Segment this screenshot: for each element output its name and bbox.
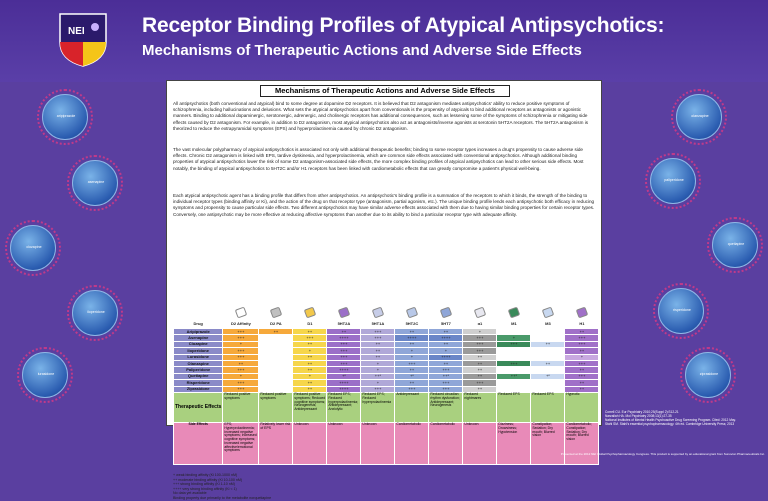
affinity-cell: +++ (463, 335, 497, 341)
drug-name: Risperidone (174, 380, 223, 386)
therapeutic-effect-cell: Reduced EPS; Reduced hyperprolactinemia (361, 392, 395, 422)
affinity-cell: ++ (531, 360, 565, 366)
affinity-cell: ++ (293, 386, 327, 392)
therapeutic-effects-label: Therapeutic Effects (174, 392, 223, 422)
affinity-cell: + (223, 373, 259, 379)
side-effect-cell: Relatively lower risk of EPS (259, 422, 293, 464)
therapeutic-effect-cell: Reduced circadian rhythm dysfunction; Antidepressant; Neurogenesis (429, 392, 463, 422)
therapeutic-effect-cell: Reduced EPS; Reduced hyperprolactinemia; Antidepressant; Anxiolytic (327, 392, 361, 422)
drug-name: Olanzapine (174, 360, 223, 366)
side-effect-cell: EPS; Hyperprolactinemia; Increased negative symptoms; Increased cognitive symptoms; Increased negative affective/emotional symptoms (223, 422, 259, 464)
therapeutic-effect-cell: Reduced positive symptoms (223, 392, 259, 422)
affinity-cell: ++ (395, 329, 429, 335)
affinity-cell: ++ (223, 360, 259, 366)
therapeutic-effect-cell: Antidepressant (395, 392, 429, 422)
legend-item: No data yet available (173, 491, 207, 496)
reference-item: Stahl SM. Stahl's essential psychopharmacology. 4th ed. Cambridge University Press; 2013 (605, 422, 735, 426)
receptor-glyph-cell (259, 307, 293, 321)
affinity-cell: ++ (293, 360, 327, 366)
nei-shield-logo (58, 12, 108, 68)
column-header: D2 Affinity (223, 321, 259, 329)
poster-title: Receptor Binding Profiles of Atypical Antipsychotics: (142, 14, 665, 37)
affinity-cell: ++ (293, 380, 327, 386)
affinity-cell: ++ (293, 329, 327, 335)
affinity-cell: +++ (223, 348, 259, 354)
receptor-glyph-icon (542, 307, 554, 319)
drug-name: Asenapine (174, 335, 223, 341)
column-header: D1 (293, 321, 327, 329)
affinity-cell: + (565, 354, 599, 360)
side-effect-cell: Cardiometabolic; Constipation; Sedation; Dry mouth; Blurred vision (565, 422, 599, 464)
affinity-cell: +* (395, 373, 429, 379)
affinity-cell: ++++ (327, 380, 361, 386)
affinity-cell: ++ (429, 341, 463, 347)
affinity-cell: +++ (327, 348, 361, 354)
side-effect-cell: Unknown (361, 422, 395, 464)
affinity-cell: +++ (327, 341, 361, 347)
reference-item: National Institutes of Mental Health Psychoactive Drug Screening Program. Cited: 2012 May. (605, 418, 736, 422)
affinity-cell: + (463, 329, 497, 335)
legend-item: Binding property due primarily to the metabolite norquetiapine (173, 495, 272, 500)
polypharmacy-paragraph: The vast molecular polypharmacy of atypical antipsychotics is associated not only with additional therapeutic benefits; binding to some receptor types increases a drug's propensity to cause adverse side effects. Chronic D2 antagonism is linked with EPS, tardive dyskinesia, and hyperprolactinemia, which are common side effects associated with conventional antipsychotics. Although additional binding properties of atypical antipsychotics lower the risk of some D2 antagonism-associated side effects, the more complex binding profiles of atypical antipsychotics can lead to other serious side effects. Most notably, the binding of atypical antipsychotics to 5HT2C and/or H1 receptors has been linked with cardiometabolic effects that can greatly compromise a patient's physical well-being. (173, 147, 584, 171)
side-effect-cell: Unknown (327, 422, 361, 464)
affinity-cell: +++ (565, 341, 599, 347)
receptor-glyph-icon (338, 307, 350, 319)
affinity-cell: + (361, 367, 395, 373)
column-header: 5HT7 (429, 321, 463, 329)
affinity-cell: +++ (565, 335, 599, 341)
column-header: H1 (565, 321, 599, 329)
receptor-quetiapine: quetiapine (712, 222, 758, 268)
affinity-cell: +++ (223, 380, 259, 386)
receptor-asenapine: asenapine (72, 160, 118, 206)
drug-name: Paliperidone (174, 367, 223, 373)
affinity-cell: +++ (223, 386, 259, 392)
receptor-glyph-cell (565, 307, 599, 321)
receptor-glyph-cell (361, 307, 395, 321)
drug-name: Iloperidone (174, 348, 223, 354)
receptor-glyph-icon (270, 307, 282, 319)
legend-item: ++ moderate binding affinity (Ki 10-100 nM) (173, 477, 243, 482)
receptor-paliperidone: paliperidone (650, 158, 696, 204)
legend-item: +++ strong binding affinity (Ki 1-10 nM) (173, 482, 235, 487)
affinity-cell: ++ (565, 329, 599, 335)
column-header: 5HT2C (395, 321, 429, 329)
receptor-glyph-icon (304, 307, 316, 319)
affinity-cell: +++ (429, 367, 463, 373)
affinity-cell: + (293, 348, 327, 354)
affinity-cell: +++ (497, 341, 531, 347)
affinity-cell: ++ (565, 386, 599, 392)
reference-item: Nasrallah HA. Mol Psychiatry 2008;13(1):27-35 (605, 414, 672, 418)
side-effect-cell: Dizziness; Drowsiness; Hypotension (497, 422, 531, 464)
legend-item: ++++ very strong binding affinity (Ki < 1) (173, 486, 237, 491)
affinity-cell: +++ (395, 360, 429, 366)
side-effect-cell: Unknown (293, 422, 327, 464)
drug-name: Lurasidone (174, 354, 223, 360)
affinity-cell: ++ (293, 341, 327, 347)
affinity-cell: ++++ (327, 386, 361, 392)
affinity-cell: + (395, 348, 429, 354)
column-header: 5HT2A (327, 321, 361, 329)
affinity-cell: +++ (361, 386, 395, 392)
receptor-risperidone: risperidone (658, 288, 704, 334)
side-effect-cell: Constipation; Sedation; Dry mouth; Blurred vision (531, 422, 565, 464)
receptor-glyph-cell (293, 307, 327, 321)
affinity-cell: +++ (395, 386, 429, 392)
reference-item: Correll CU. Eur Psychiatry 2010;25(Suppl 2):S12-21 (605, 410, 679, 414)
affinity-cell: ++ (395, 341, 429, 347)
affinity-legend (173, 473, 271, 501)
footer-note: Presented at the 2012 NEI Global Psychopharmacology Congress. This product is supported by an educational grant from Sunovion Pharmaceuticals Inc. (560, 452, 765, 456)
receptor-olanzapine: olanzapine (676, 94, 722, 140)
side-effect-cell: Cardiometabolic (429, 422, 463, 464)
logo-text: NEI (68, 26, 85, 37)
receptor-glyph-cell (223, 307, 259, 321)
affinity-cell: +++ (463, 380, 497, 386)
receptor-glyph-icon (508, 307, 520, 319)
affinity-cell: ++ (565, 380, 599, 386)
affinity-cell: ++ (259, 329, 293, 335)
drug-name: Aripiprazole (174, 329, 223, 335)
affinity-cell: ++++ (429, 354, 463, 360)
affinity-cell: ++ (395, 367, 429, 373)
affinity-cell: + (293, 373, 327, 379)
poster-subtitle: Mechanisms of Therapeutic Actions and Adverse Side Effects (142, 42, 582, 59)
therapeutic-effect-cell: Reduced EPS (497, 392, 531, 422)
receptor-glyph-cell (463, 307, 497, 321)
affinity-cell: ++ (565, 367, 599, 373)
poster-header (0, 0, 768, 82)
receptor-glyph-cell (429, 307, 463, 321)
affinity-cell: +* (327, 373, 361, 379)
affinity-cell: ++ (293, 367, 327, 373)
affinity-cell: +++ (223, 354, 259, 360)
affinity-cell: +++ (361, 335, 395, 341)
column-header: α1 (463, 321, 497, 329)
therapeutic-effect-cell: Reduced EPS (531, 392, 565, 422)
receptor-glyph-icon (576, 307, 588, 319)
therapeutic-effect-cell: Hypnotic (565, 392, 599, 422)
affinity-cell: ++++ (429, 335, 463, 341)
receptor-glyph-icon (406, 307, 418, 319)
affinity-cell: ++ (565, 348, 599, 354)
column-header: D2 PA (259, 321, 293, 329)
affinity-cell: +++ (223, 367, 259, 373)
affinity-cell: +++ (429, 386, 463, 392)
affinity-cell: +++ (463, 341, 497, 347)
receptor-glyph-cell (531, 307, 565, 321)
affinity-cell: ++ (463, 373, 497, 379)
column-header: M1 (497, 321, 531, 329)
affinity-cell: + (429, 348, 463, 354)
affinity-cell: ++ (327, 329, 361, 335)
affinity-cell: + (497, 335, 531, 341)
receptor-glyph-icon (372, 307, 384, 319)
receptor-glyph-cell (497, 307, 531, 321)
affinity-cell: ++* (361, 373, 395, 379)
affinity-cell: +++ (223, 329, 259, 335)
affinity-cell: ++ (463, 367, 497, 373)
column-header-drug: Drug (174, 321, 223, 329)
affinity-cell: ++ (361, 348, 395, 354)
affinity-cell: ++++ (395, 335, 429, 341)
side-effects-label: Side Effects (174, 422, 223, 464)
content-panel (166, 80, 602, 500)
drug-name: Ziprasidone (174, 386, 223, 392)
affinity-cell: +++ (327, 354, 361, 360)
affinity-cell: +++ (565, 373, 599, 379)
affinity-cell: ++ (463, 360, 497, 366)
affinity-cell: +++ (429, 380, 463, 386)
affinity-cell: + (223, 341, 259, 347)
affinity-cell: ++* (497, 373, 531, 379)
affinity-cell: +++ (293, 335, 327, 341)
receptor-ziprasidone: ziprasidone (685, 352, 731, 398)
affinity-cell: +++ (327, 360, 361, 366)
receptor-clozapine: clozapine (10, 225, 56, 271)
affinity-cell: ++ (463, 386, 497, 392)
affinity-cell: ++++ (327, 335, 361, 341)
therapeutic-effect-cell: Reduced positive symptoms (259, 392, 293, 422)
drug-name: Clozapine (174, 341, 223, 347)
intro-paragraph: All antipsychotics (both conventional and atypical) bind to some degree at dopamine D2 receptors. It is believed that D2 antagonism mediates antipsychotics' ability to reduce positive symptoms of schizophrenia, including hallucinations and delusions. What sets the atypical antipsychotics apart from conventionals is the propensity of atypicals to bind additional receptors as antagonists or agonistic manners. Binding to additional dopaminergic, serotonergic, adrenergic, and cholinergic receptors has additional consequences, such as lessening some of the symptoms of schizophrenia or mitigating side effects caused by D2 antagonism. For example, in addition to D2 antagonism, most atypical antipsychotics also act as antagonists/inverse agonists at serotonin 5HT2A receptors. The 5HT2A antagonism is theorized to reduce the extrapyramidal symptoms (EPS) and hyperprolactinemia caused by chronic D2 antagonism. (173, 101, 589, 131)
column-header: 5HT1A (361, 321, 395, 329)
affinity-cell: ++ (463, 354, 497, 360)
binding-table (173, 306, 599, 465)
affinity-cell: + (361, 380, 395, 386)
affinity-cell: +++ (497, 360, 531, 366)
affinity-cell: +++ (361, 329, 395, 335)
affinity-cell: + (361, 360, 395, 366)
affinity-cell: ++++ (327, 367, 361, 373)
receptor-iloperidone: iloperidone (72, 290, 118, 336)
affinity-cell: +* (531, 373, 565, 379)
binding-profile-paragraph: Each atypical antipsychotic agent has a binding profile that differs from other antipsychotics. An antipsychotic's binding profile is a summation of the receptors to which it binds, the strength of the binding to individual receptor types (binding affinity or Ki), and the action of the drug on that receptor type (antagonism, partial agonism, etc.). The unique binding profile lends each antipsychotic both efficacy in reducing symptoms and propensity to cause particular side effects. Two different antipsychotics may have similar adverse effects associated with them due to having similar binding properties for certain receptor types. Conversely, one antipsychotic may be more effective at reducing affective symptoms than another due to its ability to bind a particular receptor type with adequate affinity. (173, 193, 595, 217)
affinity-cell: + (395, 354, 429, 360)
receptor-glyph-icon (474, 307, 486, 319)
panel-title: Mechanisms of Therapeutic Actions and Adverse Side Effects (260, 85, 510, 97)
affinity-cell: ++ (293, 354, 327, 360)
receptor-glyph-icon (235, 307, 247, 319)
affinity-cell: ++ (361, 341, 395, 347)
receptor-glyph-cell (395, 307, 429, 321)
receptor-glyph-cell (327, 307, 361, 321)
affinity-cell: +++ (463, 348, 497, 354)
affinity-cell: +++ (565, 360, 599, 366)
receptor-aripiprazole: aripiprazole (42, 94, 88, 140)
affinity-cell: ++ (395, 380, 429, 386)
therapeutic-effect-cell: Reduced nightmares (463, 392, 497, 422)
affinity-cell: +++ (223, 335, 259, 341)
receptor-lurasidone: lurasidone (22, 352, 68, 398)
drug-name: Quetiapine (174, 373, 223, 379)
receptor-glyph-icon (440, 307, 452, 319)
column-header: M3 (531, 321, 565, 329)
affinity-cell: ++ (531, 341, 565, 347)
affinity-cell: ++* (429, 373, 463, 379)
affinity-cell: ++ (429, 329, 463, 335)
affinity-cell: ++ (361, 354, 395, 360)
therapeutic-effect-cell: Reduced positive symptoms; Reduced cognitive symptoms; Neurogenesis; Antidepressant (293, 392, 327, 422)
side-effect-cell: Cardiometabolic (395, 422, 429, 464)
side-effect-cell: Unknown (463, 422, 497, 464)
affinity-cell: ++ (429, 360, 463, 366)
references (605, 410, 765, 426)
legend-item: + weak binding affinity (Ki 100-1000 nM) (173, 473, 238, 477)
